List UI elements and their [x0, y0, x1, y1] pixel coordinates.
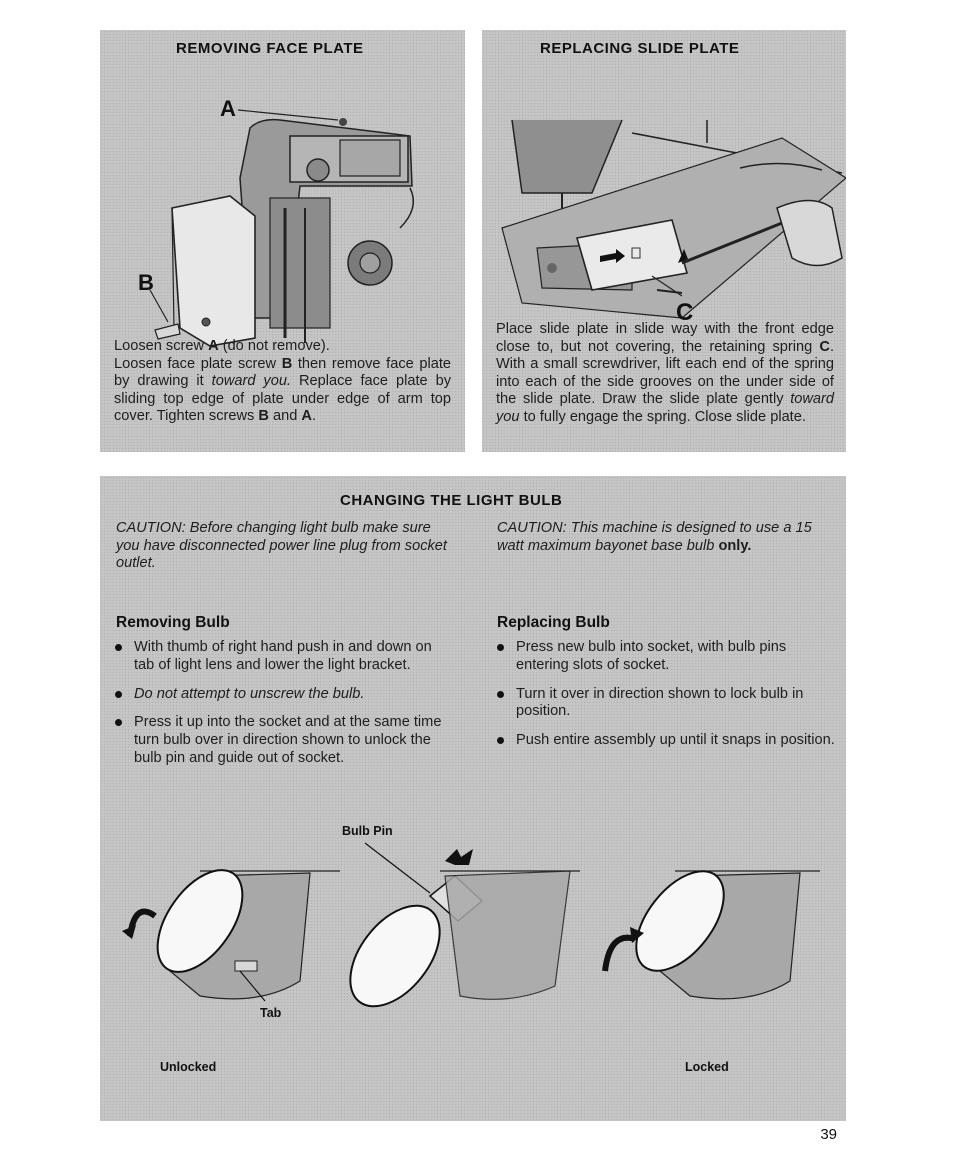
- screw-b-label: B: [138, 270, 154, 295]
- slide-plate-title: REPLACING SLIDE PLATE: [540, 40, 740, 57]
- face-plate-step-1: Loosen screw A (do not remove).: [114, 338, 330, 354]
- list-item: With thumb of right hand push in and down on tab of light lens and lower the light bracket.: [114, 639, 454, 675]
- face-plate-instructions: [114, 338, 451, 426]
- slide-plate-instructions: Place slide plate in slide way with the front edge close to, but not covering, the retaining spring C. With a small screwdriver, lift each end of the spring into each of the side grooves on the under side of the slide plate. Draw the slide plate gently toward you to fully engage the spring. Close slide plate.: [496, 321, 834, 425]
- list-item: Do not attempt to unscrew the bulb.: [114, 686, 454, 704]
- light-bulb-panel: [100, 476, 846, 1121]
- page-number: 39: [820, 1126, 837, 1143]
- face-plate-panel: [100, 30, 465, 452]
- face-plate-title: REMOVING FACE PLATE: [176, 40, 364, 57]
- removing-bulb-heading: Removing Bulb: [116, 614, 230, 631]
- face-plate-illustration: [100, 58, 465, 363]
- slide-plate-panel: [482, 30, 846, 452]
- list-item: Press it up into the socket and at the same time turn bulb over in direction shown to unlock the bulb pin and guide out of socket.: [114, 714, 454, 767]
- list-item: Push entire assembly up until it snaps in position.: [496, 732, 838, 750]
- caution-left: CAUTION: Before changing light bulb make sure you have disconnected power line plug from socket outlet.: [116, 520, 447, 572]
- tab-label: Tab: [260, 1006, 282, 1020]
- replacing-bulb-heading: Replacing Bulb: [497, 614, 610, 631]
- unlocked-label: Unlocked: [160, 1060, 217, 1074]
- removing-bulb-steps: [114, 639, 454, 779]
- list-item: Press new bulb into socket, with bulb pins entering slots of socket.: [496, 639, 838, 675]
- bulb-pin-label: Bulb Pin: [342, 824, 393, 838]
- light-bulb-title: CHANGING THE LIGHT BULB: [340, 492, 563, 509]
- spring-c-label: C: [676, 299, 694, 326]
- bulb-illustration: [100, 821, 846, 1111]
- caution-right: CAUTION: This machine is designed to use a 15 watt maximum bayonet base bulb only.: [497, 520, 812, 554]
- locked-label: Locked: [685, 1060, 729, 1074]
- list-item: Turn it over in direction shown to lock bulb in position.: [496, 686, 838, 722]
- screw-a-label: A: [220, 96, 236, 121]
- face-plate-step-2: Loosen face plate screw B then remove face plate by drawing it toward you. Replace face plate by sliding top edge of plate under edge of arm top cover. Tighten screws B and A.: [114, 355, 451, 425]
- replacing-bulb-steps: [496, 639, 838, 761]
- slide-plate-illustration: [482, 58, 846, 348]
